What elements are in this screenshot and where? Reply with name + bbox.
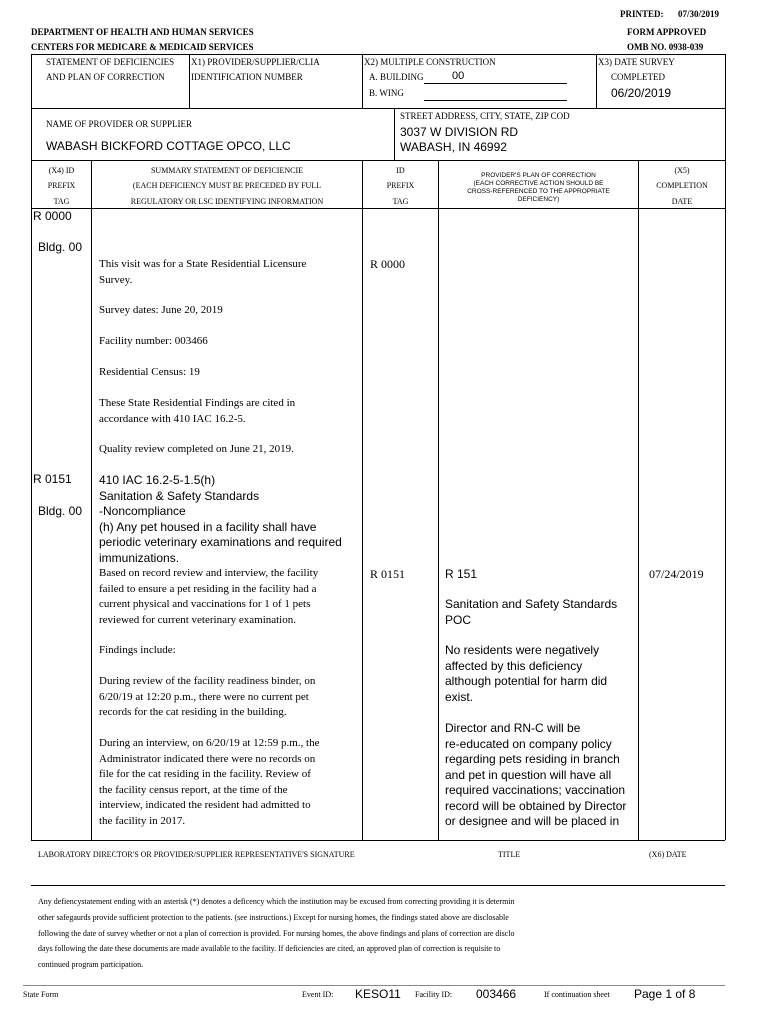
- disclaimer-line-3: following the date of survey whether or not a plan of correction is provided. For nursing homes, the above findings and plans of correction are disclo: [38, 928, 515, 938]
- disclaimer-line-5: continued program participation.: [38, 960, 144, 970]
- plan-header-1: PROVIDER'S PLAN OF CORRECTION: [481, 172, 596, 179]
- summary-header-1: SUMMARY STATEMENT OF DEFICIENCIE: [150, 166, 304, 175]
- paragraph-interview: During an interview, on 6/20/19 at 12:59 p.m., the Administrator indicated there were no records on file for the cat residing in the facility. Review of the facility census report, at the time of the interview, indicated the resident had admitted to the facility in 2017.: [99, 737, 320, 827]
- disclaimer-line-2: other safegaurds provide sufficient protection to the patients. (see instructions.) Except for nursing homes, the findings stated above are disclosable: [38, 912, 509, 922]
- disclaimer-line-4: days following the date these documents are made available to the facility. If deficiencies are cited, an approved plan of correction is requisite to: [38, 944, 501, 954]
- x2-label: X2) MULTIPLE CONSTRUCTION: [364, 57, 496, 67]
- rule-signature-bottom: [31, 885, 725, 886]
- x6-date-label: (X6) DATE: [649, 850, 687, 859]
- paragraph-census: Residential Census: 19: [99, 366, 200, 378]
- statement-label-2: AND PLAN OF CORRECTION: [46, 72, 165, 82]
- paragraph-facility-number: Facility number: 003466: [99, 335, 208, 347]
- r0151-building: Bldg. 00: [38, 504, 83, 518]
- rule-provider-top: [31, 108, 725, 109]
- page-number: Page 1 of 8: [634, 987, 696, 1001]
- department-title: DEPARTMENT OF HEALTH AND HUMAN SERVICES: [31, 27, 254, 37]
- x3-label-1: X3) DATE SURVEY: [598, 57, 675, 67]
- x3-label-2: COMPLETED: [611, 72, 665, 82]
- printed-date: 07/30/2019: [678, 9, 720, 19]
- x4-header-2: PREFIX: [47, 181, 76, 190]
- id-header-1: ID: [396, 166, 405, 175]
- rule-top: [31, 54, 725, 55]
- rule-citation: 410 IAC 16.2-5-1.5(h) Sanitation & Safety Standards -Noncompliance (h) Any pet housed in a facility shall have periodic veterinary examinations and required immunizations.: [99, 473, 342, 565]
- id-header-2: PREFIX: [386, 181, 415, 190]
- x5-header-1: (X5): [674, 166, 690, 175]
- x4-header-1: (X4) ID: [48, 166, 75, 175]
- summary-header-2: (EACH DEFICIENCY MUST BE PRECEDED BY FULL: [132, 181, 322, 190]
- omb-number: OMB NO. 0938-039: [627, 42, 704, 52]
- plan-paragraph-2: Director and RN-C will be re-educated on company policy regarding pets residing in branch and pet in question will have all required vaccinations; vaccination record will be obtained by Director or designee and will be placed in: [445, 721, 627, 828]
- provider-name: WABASH BICKFORD COTTAGE OPCO, LLC: [46, 139, 291, 153]
- facility-id-value: 003466: [476, 987, 517, 1001]
- building-value: 00: [452, 70, 465, 82]
- plan-title: R 151: [445, 567, 478, 581]
- wing-label: B. WING: [369, 88, 404, 98]
- building-underline: [424, 83, 567, 84]
- rule-col-plan: [638, 160, 639, 840]
- footer-rule: [23, 985, 725, 986]
- director-signature-label: LABORATORY DIRECTOR'S OR PROVIDER/SUPPLIER REPRESENTATIVE'S SIGNATURE: [38, 850, 355, 859]
- x5-header-2: COMPLETION: [656, 181, 708, 190]
- rule-col-x4: [91, 160, 92, 840]
- plan-header-2: (EACH CORRECTIVE ACTION SHOULD BE: [473, 180, 604, 187]
- plan-header-4: DEFICIENCY): [517, 196, 560, 203]
- rule-x1: [189, 54, 190, 108]
- rule-x2: [362, 54, 363, 108]
- r0151-id-prefix: R 0151: [370, 567, 406, 581]
- title-label: TITLE: [498, 850, 521, 859]
- disclaimer-line-1: Any defiencystatement ending with an asterisk (*) denotes a deficency which the institution may be excused from correcting providing it is determin: [38, 897, 515, 906]
- r0000-id-prefix: R 0000: [370, 257, 406, 271]
- survey-completed-date: 06/20/2019: [611, 86, 672, 100]
- rule-col-summary: [362, 160, 363, 840]
- state-form-label: State Form: [23, 990, 59, 999]
- wing-underline: [424, 100, 567, 101]
- event-id-label: Event ID:: [302, 990, 334, 999]
- facility-id-label: Facility ID:: [415, 990, 453, 999]
- x1-label-2: IDENTIFICATION NUMBER: [191, 72, 303, 82]
- id-header-3: TAG: [392, 197, 409, 206]
- printed-label: PRINTED:: [620, 9, 664, 19]
- centers-title: CENTERS FOR MEDICARE & MEDICAID SERVICES: [31, 42, 254, 52]
- r0000-tag: R 0000: [33, 209, 72, 223]
- address-line-1: 3037 W DIVISION RD: [400, 125, 519, 139]
- rule-columns-top: [31, 160, 725, 161]
- provider-name-label: NAME OF PROVIDER OR SUPPLIER: [46, 119, 193, 129]
- summary-header-3: REGULATORY OR LSC IDENTIFYING INFORMATION: [130, 197, 324, 206]
- continuation-label: If continuation sheet: [544, 990, 610, 999]
- paragraph-based-on-review: Based on record review and interview, the facility failed to ensure a pet residing in the facility had a current physical and vaccinations for 1 of 1 pets reviewed for current veterinary examination.: [99, 567, 319, 626]
- paragraph-findings-cited: These State Residential Findings are cited in accordance with 410 IAC 16.2-5.: [99, 397, 296, 425]
- paragraph-quality-review: Quality review completed on June 21, 2019.: [99, 443, 294, 455]
- plan-paragraph-1: No residents were negatively affected by this deficiency although potential for harm did exist.: [445, 643, 608, 704]
- address-line-2: WABASH, IN 46992: [400, 140, 507, 154]
- rule-x3: [596, 54, 597, 108]
- paragraph-visit: This visit was for a State Residential Licensure Survey.: [99, 258, 307, 286]
- x4-header-3: TAG: [53, 197, 70, 206]
- x5-header-3: DATE: [671, 197, 693, 206]
- paragraph-findings-include: Findings include:: [99, 644, 176, 656]
- disclaimer: [38, 894, 728, 973]
- address-label: STREET ADDRESS, CITY, STATE, ZIP COD: [400, 111, 570, 121]
- plan-subtitle: Sanitation and Safety Standards POC: [445, 597, 618, 627]
- paragraph-survey-dates: Survey dates: June 20, 2019: [99, 304, 223, 316]
- plan-header-3: CROSS-REFERENCED TO THE APPROPRIATE: [467, 188, 610, 195]
- rule-columns-bottom: [31, 208, 725, 209]
- x1-label-1: X1) PROVIDER/SUPPLIER/CLIA: [191, 57, 320, 67]
- rule-table-bottom: [31, 840, 725, 841]
- form-approved: FORM APPROVED: [627, 27, 707, 37]
- paragraph-binder-review: During review of the facility readiness binder, on 6/20/19 at 12:20 p.m., there were no current pet records for the cat residing in the building.: [99, 675, 316, 718]
- rule-col-id: [438, 160, 439, 840]
- rule-address: [394, 108, 395, 160]
- rule-right: [725, 54, 726, 840]
- r0000-building: Bldg. 00: [38, 240, 83, 254]
- building-label: A. BUILDING: [369, 72, 424, 82]
- completion-date: 07/24/2019: [649, 567, 704, 581]
- r0151-tag: R 0151: [33, 472, 72, 486]
- event-id-value: KESO11: [355, 987, 401, 1001]
- statement-label-1: STATEMENT OF DEFICIENCIES: [46, 57, 175, 67]
